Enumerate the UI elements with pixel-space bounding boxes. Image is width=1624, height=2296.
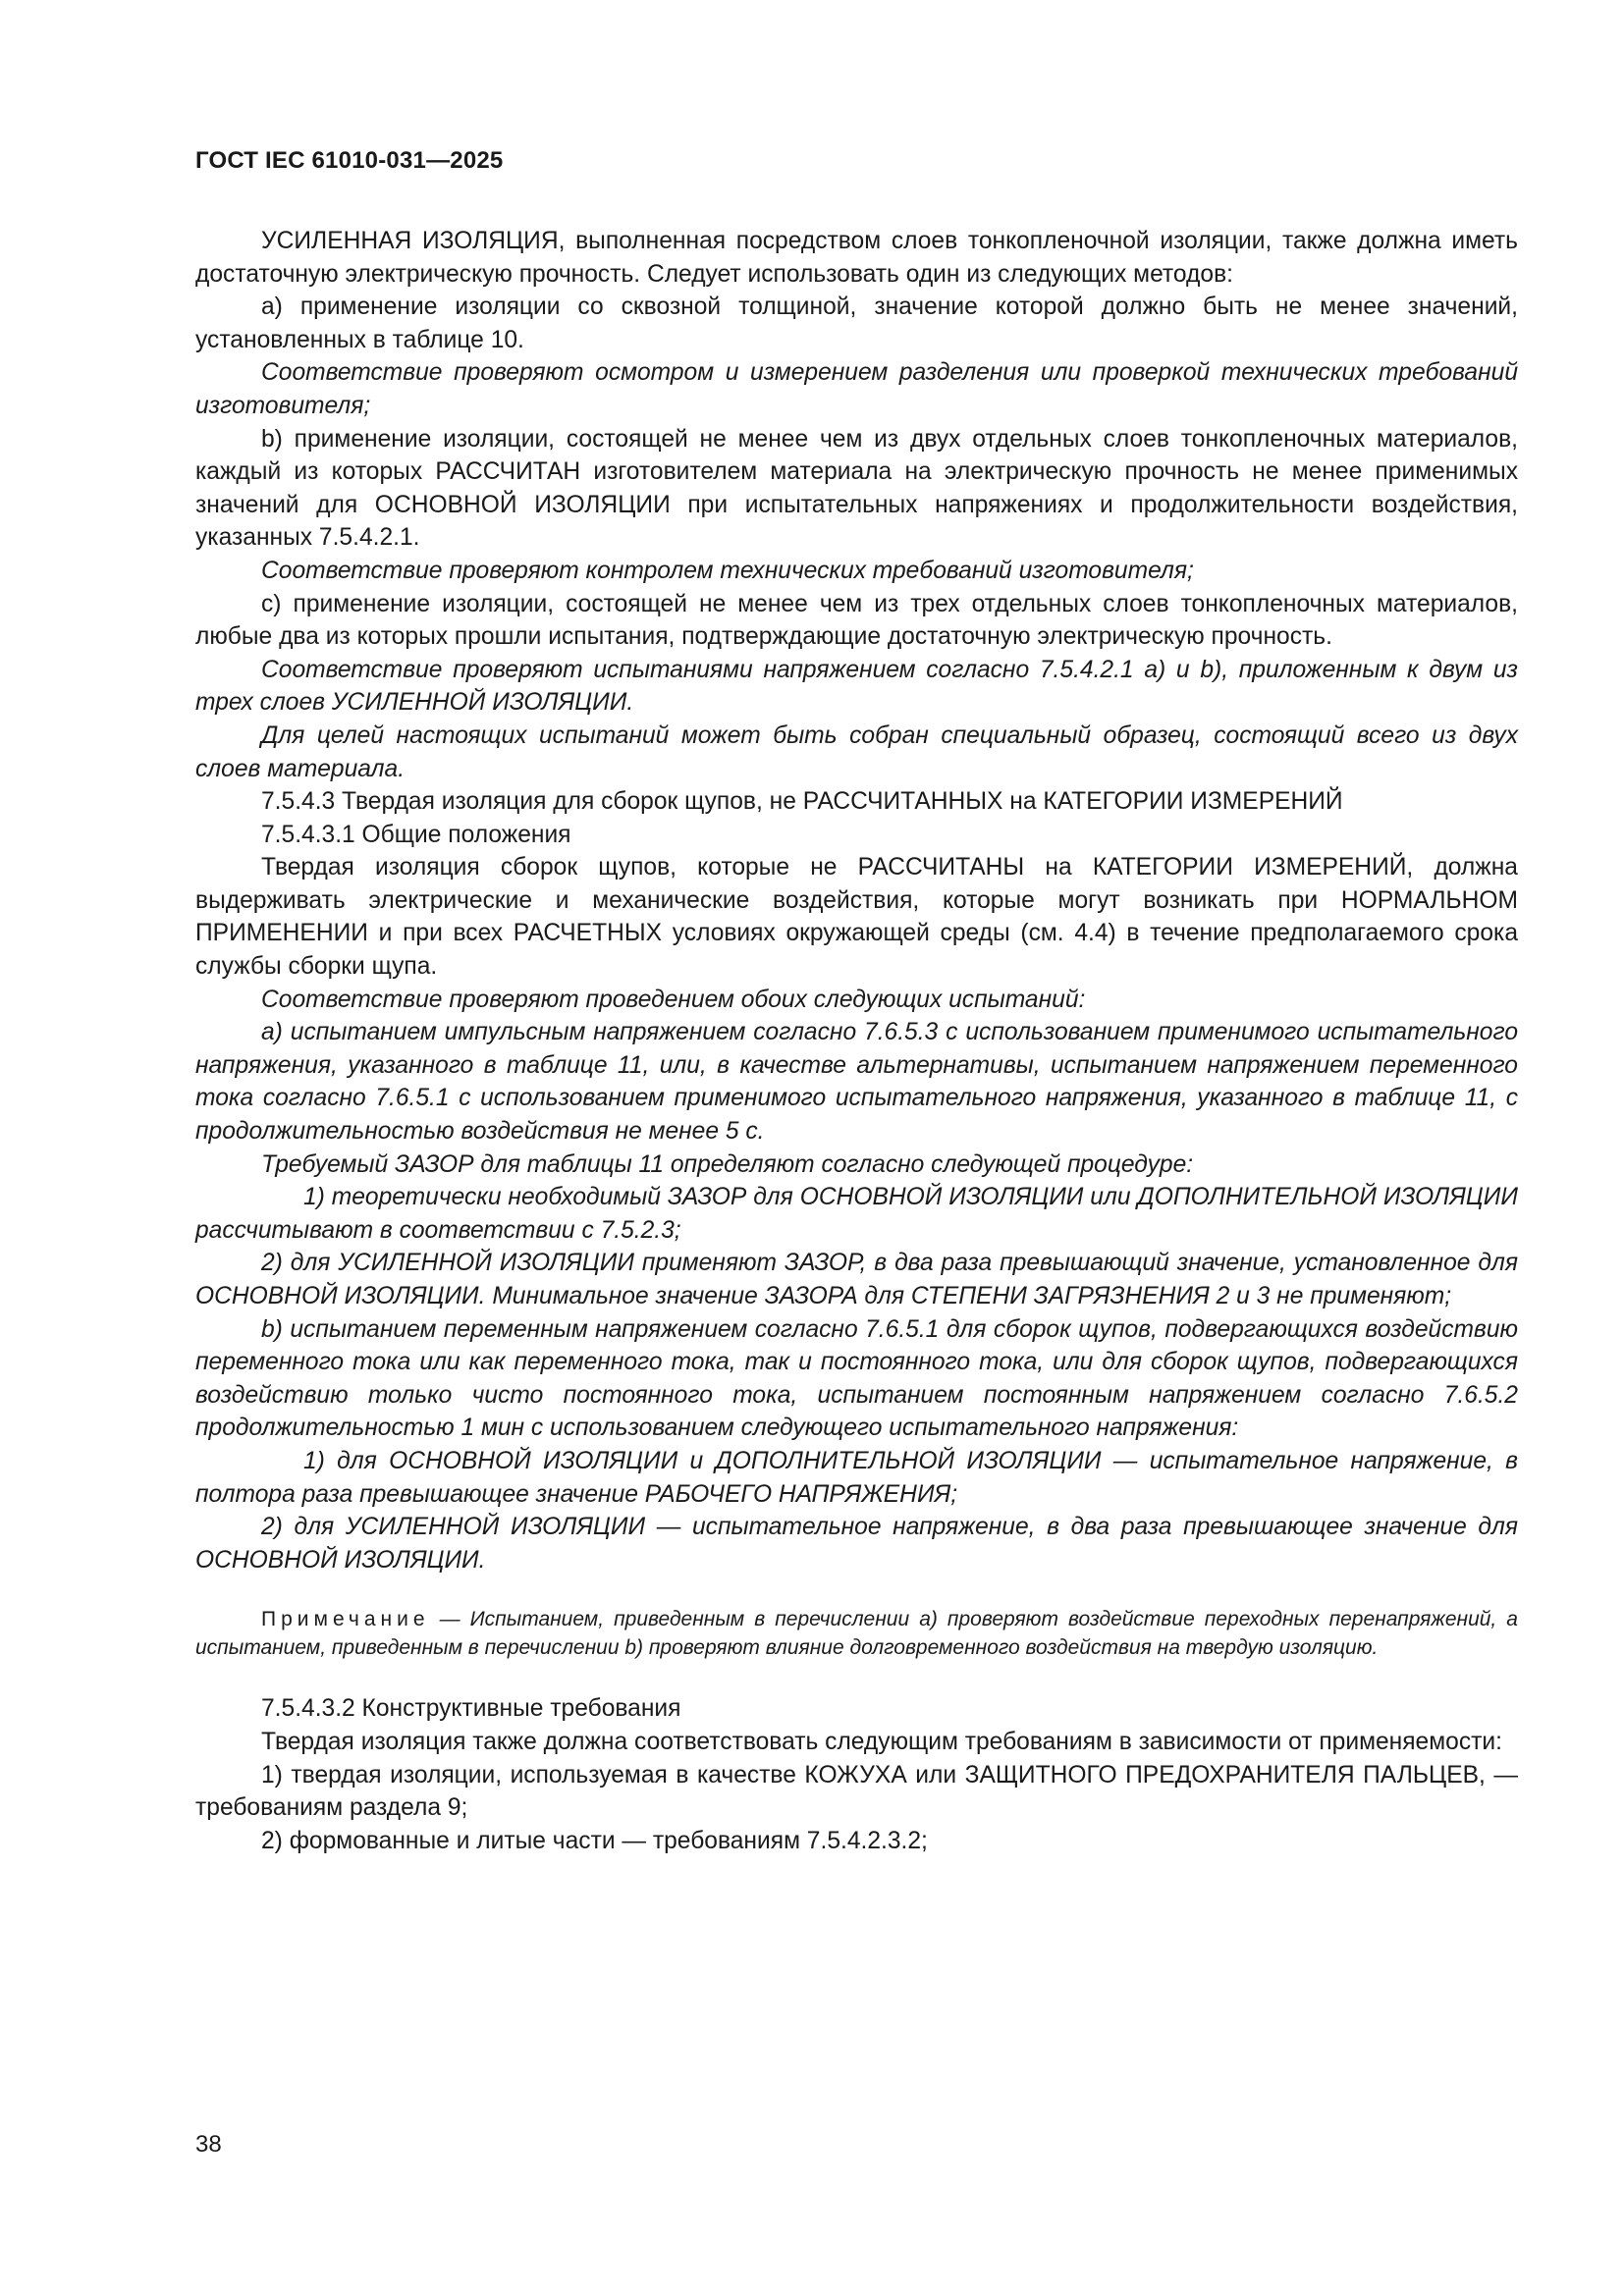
compliance-paragraph: Требуемый ЗАЗОР для таблицы 11 определяют согласно следующей процедуре: xyxy=(261,1150,1194,1178)
list-item: 1) твердая изоляции, используемая в качестве КОЖУХА или ЗАЩИТНОГО ПРЕДОХРАНИТЕЛЯ ПАЛЬЦЕВ, — требованиям раздела 9; xyxy=(195,1761,1518,1822)
list-item: a) испытанием импульсным напряжением согласно 7.6.5.3 с использованием применимого испытательного напряжения, указанного в таблице 11, или, в качестве альтернативы, испытанием напряжением переменного тока согласно 7.6.5.1 с использованием применимого испытательного напряжения, указанного в таблице 11, с продолжительностью воздействия не менее 5 с. xyxy=(195,1019,1518,1146)
sub-list-item: 1) для ОСНОВНОЙ ИЗОЛЯЦИИ и ДОПОЛНИТЕЛЬНОЙ ИЗОЛЯЦИИ — испытательное напряжение, в полтора раза превышающее значение РАБОЧЕГО НАПРЯЖЕНИЯ; xyxy=(195,1447,1518,1508)
compliance-paragraph: Для целей настоящих испытаний может быть собран специальный образец, состоящий всего из двух слоев материала. xyxy=(195,721,1518,782)
subsection-heading: 7.5.4.3.1 Общие положения xyxy=(261,821,571,848)
list-item: b) применение изоляции, состоящей не менее чем из двух отдельных слоев тонкопленочных материалов, каждый из которых РАССЧИТАН изготовителем материала на электрическую прочность не менее применимых значений для ОСНОВНОЙ ИЗОЛЯЦИИ при испытательных напряжениях и продолжительности воздействия, указанных 7.5.4.2.1. xyxy=(195,425,1518,552)
list-item: b) испытанием переменным напряжением согласно 7.6.5.1 для сборок щупов, подвергающихся воздействию переменного тока или как переменного тока, так и постоянного тока, или для сборок щупов, подвергающихся воздействию только чисто постоянного тока, испытанием постоянным напряжением согласно 7.6.5.2 продолжительностью 1 мин с использованием следующего испытательного напряжения: xyxy=(195,1315,1518,1442)
compliance-paragraph: Соответствие проверяют испытаниями напряжением согласно 7.5.4.2.1 a) и b), приложенным к двум из трех слоев УСИЛЕННОЙ ИЗОЛЯЦИИ. xyxy=(195,656,1518,717)
note-label: Примечание xyxy=(261,1608,430,1631)
note xyxy=(195,1605,1518,1662)
compliance-paragraph: Соответствие проверяют контролем технических требований изготовителя; xyxy=(261,557,1194,584)
sub-list-item: 2) для УСИЛЕННОЙ ИЗОЛЯЦИИ применяют ЗАЗОР, в два раза превышающий значение, установленное для ОСНОВНОЙ ИЗОЛЯЦИИ. Минимальное значение ЗАЗОРА для СТЕПЕНИ ЗАГРЯЗНЕНИЯ 2 и 3 не применяют; xyxy=(195,1250,1518,1309)
list-item: a) применение изоляции со сквозной толщиной, значение которой должно быть не менее значений, установленных в таблице 10. xyxy=(195,294,1518,353)
document-code-header: ГОСТ IEC 61010-031—2025 xyxy=(195,147,504,174)
paragraph: Твердая изоляция сборок щупов, которые не РАССЧИТАНЫ на КАТЕГОРИИ ИЗМЕРЕНИЙ, должна выдерживать электрические и механические воздействия, которые могут возникать при НОРМАЛЬНОМ ПРИМЕНЕНИИ и при всех РАСЧЕТНЫХ условиях окружающей среды (см. 4.4) в течение предполагаемого срока службы сборки щупа. xyxy=(195,854,1518,981)
sub-list-item: 1) теоретически необходимый ЗАЗОР для ОСНОВНОЙ ИЗОЛЯЦИИ или ДОПОЛНИТЕЛЬНОЙ ИЗОЛЯЦИИ рассчитывают в соответствии с 7.5.2.3; xyxy=(195,1184,1518,1244)
section-heading: 7.5.4.3 Твердая изоляция для сборок щупов, не РАССЧИТАННЫХ на КАТЕГОРИИ ИЗМЕРЕНИЙ xyxy=(261,788,1343,816)
subsection-heading: 7.5.4.3.2 Конструктивные требования xyxy=(261,1695,681,1723)
note-text: — Испытанием, приведенным в перечислении a) проверяют воздействие переходных перенапряжений, а испытанием, приведенным в перечислении b) проверяют влияние долговременного воздействия на твердую изоляцию. xyxy=(195,1608,1518,1660)
compliance-paragraph: Соответствие проверяют осмотром и измерением разделения или проверкой технических требований изготовителя; xyxy=(195,359,1518,419)
page-number: 38 xyxy=(195,2131,222,2158)
sub-list-item: 2) для УСИЛЕННОЙ ИЗОЛЯЦИИ — испытательное напряжение, в два раза превышающее значение для ОСНОВНОЙ ИЗОЛЯЦИИ. xyxy=(195,1514,1518,1574)
paragraph: УСИЛЕННАЯ ИЗОЛЯЦИЯ, выполненная посредством слоев тонкопленочной изоляции, также должна иметь достаточную электрическую прочность. Следует использовать один из следующих методов: xyxy=(195,228,1518,288)
compliance-paragraph: Соответствие проверяют проведением обоих следующих испытаний: xyxy=(261,986,1086,1013)
paragraph: Твердая изоляция также должна соответствовать следующим требованиям в зависимости от применяемости: xyxy=(261,1728,1502,1755)
list-item: c) применение изоляции, состоящей не менее чем из трех отдельных слоев тонкопленочных материалов, любые два из которых прошли испытания, подтверждающие достаточную электрическую прочность. xyxy=(195,590,1518,651)
list-item: 2) формованные и литые части — требованиям 7.5.4.2.3.2; xyxy=(261,1827,928,1854)
document-body xyxy=(195,225,1518,1857)
